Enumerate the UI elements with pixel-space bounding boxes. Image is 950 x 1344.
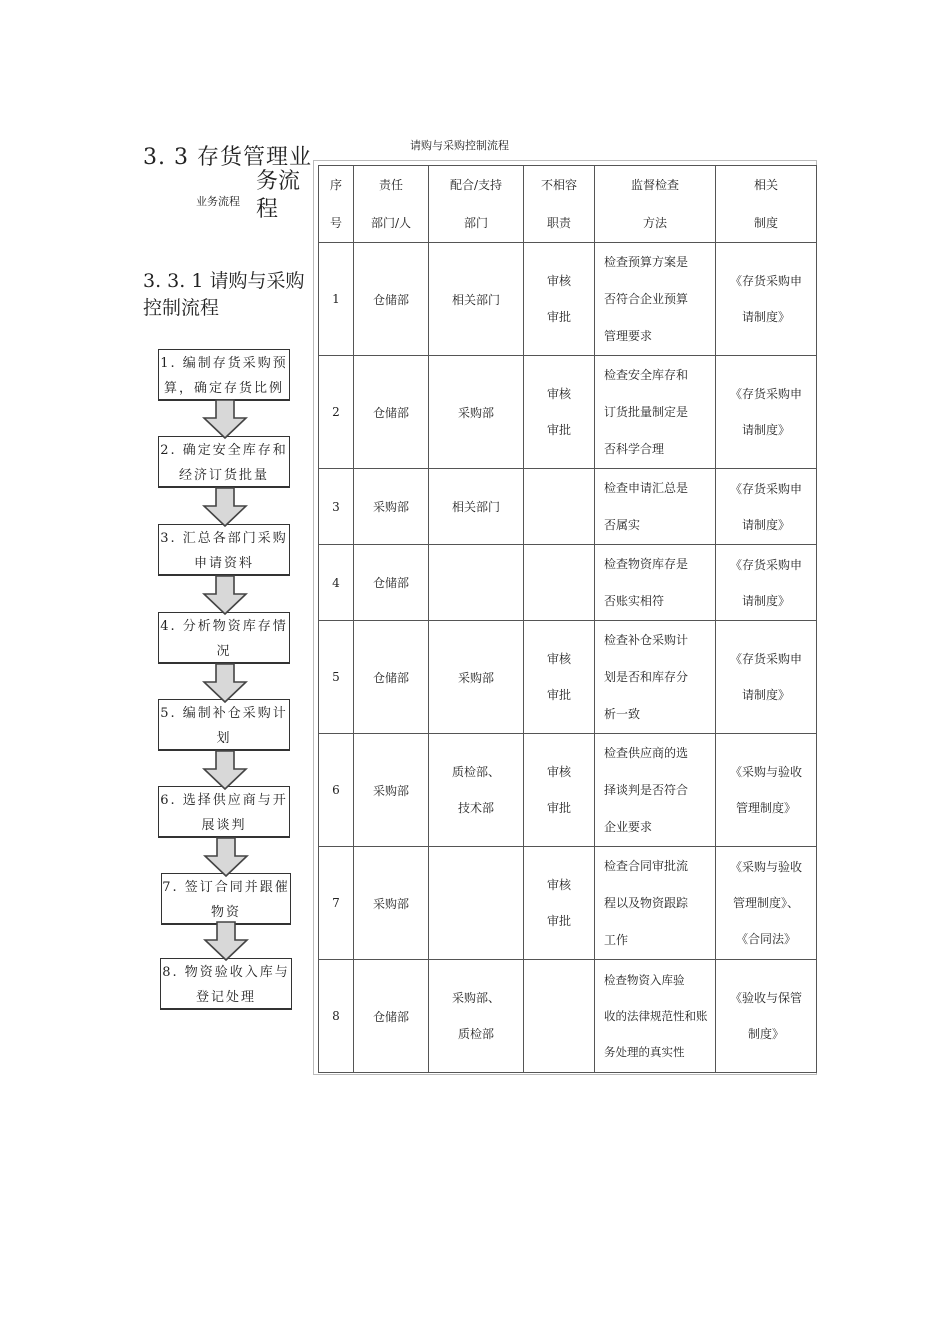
cell-system: 《存货采购申 请制度》 [716, 469, 817, 545]
cell-method: 检查物资入库验 收的法律规范性和账 务处理的真实性 [595, 960, 716, 1073]
header-coop: 配合/支持 部门 [429, 166, 524, 243]
cell-resp: 仓储部 [354, 621, 429, 734]
cell-coop: 质检部、 技术部 [429, 734, 524, 847]
cell-coop: 采购部 [429, 621, 524, 734]
cell-system: 《存货采购申 请制度》 [716, 243, 817, 356]
cell-resp: 采购部 [354, 469, 429, 545]
cell-coop: 采购部 [429, 356, 524, 469]
cell-resp: 仓储部 [354, 243, 429, 356]
down-arrow-icon [200, 662, 254, 704]
flow-step-7: 7. 签订合同并跟催物资 [161, 873, 291, 925]
header-method: 监督检查 方法 [595, 166, 716, 243]
cell-resp: 采购部 [354, 847, 429, 960]
cell-resp: 采购部 [354, 734, 429, 847]
table-row [319, 621, 817, 734]
flow-step-4: 4. 分析物资库存情况 [158, 612, 290, 664]
flow-step-8: 8. 物资验收入库与登记处理 [160, 958, 292, 1010]
cell-system: 《存货采购申 请制度》 [716, 356, 817, 469]
table-row [319, 847, 817, 960]
cell-no: 6 [319, 734, 354, 847]
cell-coop [429, 847, 524, 960]
down-arrow-icon [200, 749, 254, 791]
table-row [319, 356, 817, 469]
cell-system: 《验收与保管 制度》 [716, 960, 817, 1073]
cell-method: 检查安全库存和 订货批量制定是 否科学合理 [595, 356, 716, 469]
cell-incompat: 审核 审批 [524, 734, 595, 847]
cell-method: 检查物资库存是 否账实相符 [595, 545, 716, 621]
header-system: 相关 制度 [716, 166, 817, 243]
flow-step-2: 2. 确定安全库存和经济订货批量 [158, 436, 290, 488]
table-row [319, 469, 817, 545]
cell-no: 5 [319, 621, 354, 734]
cell-no: 3 [319, 469, 354, 545]
cell-no: 2 [319, 356, 354, 469]
cell-no: 8 [319, 960, 354, 1073]
flow-step-6: 6. 选择供应商与开展谈判 [158, 786, 290, 838]
header-incompat: 不相容 职责 [524, 166, 595, 243]
cell-resp: 仓储部 [354, 356, 429, 469]
cell-method: 检查申请汇总是 否属实 [595, 469, 716, 545]
table-row [319, 960, 817, 1073]
cell-no: 4 [319, 545, 354, 621]
cell-system: 《存货采购申 请制度》 [716, 545, 817, 621]
cell-method: 检查预算方案是 否符合企业预算 管理要求 [595, 243, 716, 356]
sub-heading: 3. 3. 1 请购与采购控制流程 [143, 270, 305, 319]
cell-method: 检查供应商的选 择谈判是否符合 企业要求 [595, 734, 716, 847]
down-arrow-icon [200, 486, 254, 528]
down-arrow-icon [200, 398, 254, 440]
flow-step-1: 1. 编制存货采购预算，确定存货比例 [158, 349, 290, 401]
cell-system: 《采购与验收 管理制度》 [716, 734, 817, 847]
cell-coop [429, 545, 524, 621]
section-heading: 3. 3 存货管理业 [143, 145, 312, 170]
cell-incompat: 审核 审批 [524, 356, 595, 469]
cell-incompat: 审核 审批 [524, 621, 595, 734]
flow-step-3: 3. 汇总各部门采购申请资料 [158, 524, 290, 576]
cell-coop: 相关部门 [429, 243, 524, 356]
table-row [319, 734, 817, 847]
down-arrow-icon [201, 920, 255, 962]
table-row [319, 545, 817, 621]
cell-system: 《采购与验收 管理制度》、 《合同法》 [716, 847, 817, 960]
cell-no: 7 [319, 847, 354, 960]
cell-resp: 仓储部 [354, 960, 429, 1073]
header-seq: 序 号 [319, 166, 354, 243]
control-table [318, 165, 817, 1073]
cell-incompat [524, 469, 595, 545]
header-resp: 责任 部门/人 [354, 166, 429, 243]
cell-incompat [524, 545, 595, 621]
cell-system: 《存货采购申 请制度》 [716, 621, 817, 734]
cell-coop: 采购部、 质检部 [429, 960, 524, 1073]
cell-incompat [524, 960, 595, 1073]
side-note: 业务流程 [196, 195, 240, 208]
table-caption: 请购与采购控制流程 [410, 139, 509, 152]
section-heading-continuation: 务流程 [256, 169, 301, 222]
down-arrow-icon [200, 574, 254, 616]
cell-method: 检查合同审批流 程以及物资跟踪 工作 [595, 847, 716, 960]
cell-resp: 仓储部 [354, 545, 429, 621]
cell-incompat: 审核 审批 [524, 243, 595, 356]
table-header-row [319, 166, 817, 243]
cell-method: 检查补仓采购计 划是否和库存分 析一致 [595, 621, 716, 734]
down-arrow-icon [201, 836, 255, 878]
cell-no: 1 [319, 243, 354, 356]
flow-step-5: 5. 编制补仓采购计划 [158, 699, 290, 751]
cell-incompat: 审核 审批 [524, 847, 595, 960]
cell-coop: 相关部门 [429, 469, 524, 545]
table-row [319, 243, 817, 356]
